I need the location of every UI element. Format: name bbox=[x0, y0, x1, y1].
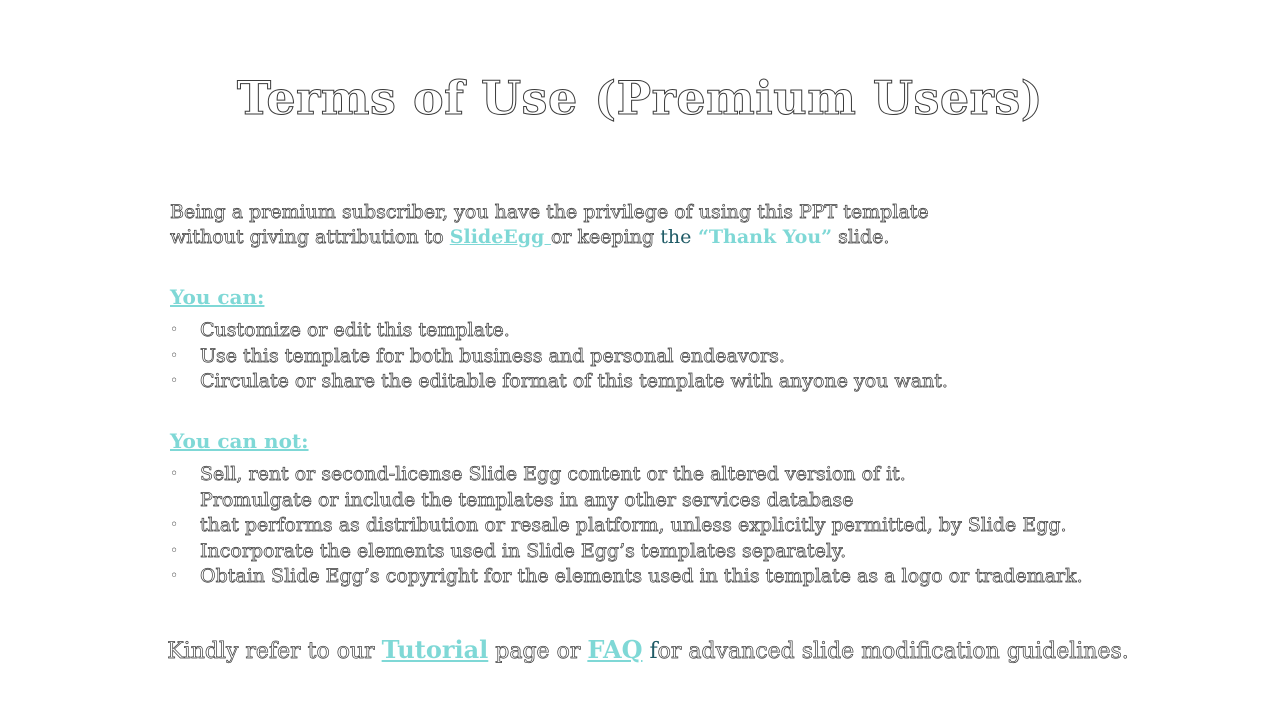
thank-you-text: “Thank You” bbox=[691, 226, 833, 248]
intro-line-2 bbox=[170, 225, 1130, 250]
page-title: Terms of Use (Premium Users) bbox=[236, 71, 1044, 125]
list-item-text: Customize or edit this template. bbox=[200, 319, 510, 341]
list-item-text: Obtain Slide Egg’s copyright for the elements used in this template as a logo or trademark. bbox=[200, 565, 1083, 587]
faq-link[interactable]: FAQ bbox=[587, 635, 643, 664]
intro-line-2-start: without giving attribution to bbox=[170, 226, 450, 248]
list-item-text: that performs as distribution or resale platform, unless explicitly permitted, by Slide Egg. bbox=[200, 514, 1067, 536]
list-item bbox=[170, 462, 1170, 488]
you-can-not-list bbox=[170, 462, 1170, 590]
you-can-heading: You can: bbox=[170, 285, 265, 309]
list-item bbox=[170, 369, 1170, 395]
bullet-icon: ◦ bbox=[170, 466, 179, 482]
list-item-text: Promulgate or include the templates in any other services database bbox=[200, 488, 854, 511]
bullet-icon: ◦ bbox=[170, 373, 179, 389]
bullet-icon: ◦ bbox=[170, 322, 179, 338]
list-item-text: Sell, rent or second-license Slide Egg content or the altered version of it. bbox=[200, 463, 906, 485]
bullet-icon: ◦ bbox=[170, 347, 179, 364]
list-item-text: Circulate or share the editable format of this template with anyone you want. bbox=[200, 370, 948, 392]
tutorial-link[interactable]: Tutorial bbox=[381, 635, 489, 664]
footer-guidelines bbox=[0, 634, 1280, 668]
footer-space bbox=[643, 639, 650, 664]
list-item bbox=[170, 539, 1170, 565]
footer-text-start: Kindly refer to our bbox=[167, 639, 382, 664]
list-item bbox=[170, 513, 1170, 539]
intro-paragraph bbox=[170, 200, 1130, 250]
footer-text-middle: page or bbox=[488, 639, 588, 664]
intro-the-word: the bbox=[660, 226, 692, 248]
intro-line-2-end: slide. bbox=[832, 226, 890, 248]
bullet-icon: ◦ bbox=[170, 517, 179, 533]
bullet-icon: ◦ bbox=[170, 568, 179, 584]
footer-f-letter: f bbox=[649, 639, 658, 664]
bullet-icon: ◦ bbox=[170, 542, 179, 559]
footer-text-end: or advanced slide modification guidelines. bbox=[657, 639, 1129, 664]
list-item-text: Use this template for both business and personal endeavors. bbox=[200, 344, 785, 367]
list-item bbox=[170, 564, 1170, 590]
list-item bbox=[170, 344, 1170, 370]
you-can-list bbox=[170, 318, 1170, 395]
list-item bbox=[170, 488, 1170, 514]
intro-line-1: Being a premium subscriber, you have the privilege of using this PPT template bbox=[170, 201, 929, 223]
list-item-text: Incorporate the elements used in Slide Egg’s templates separately. bbox=[200, 539, 847, 562]
intro-line-2-middle: or keeping bbox=[550, 226, 661, 248]
you-can-not-heading: You can not: bbox=[170, 429, 309, 453]
list-item bbox=[170, 318, 1170, 344]
slideegg-link[interactable]: SlideEgg bbox=[449, 226, 551, 248]
